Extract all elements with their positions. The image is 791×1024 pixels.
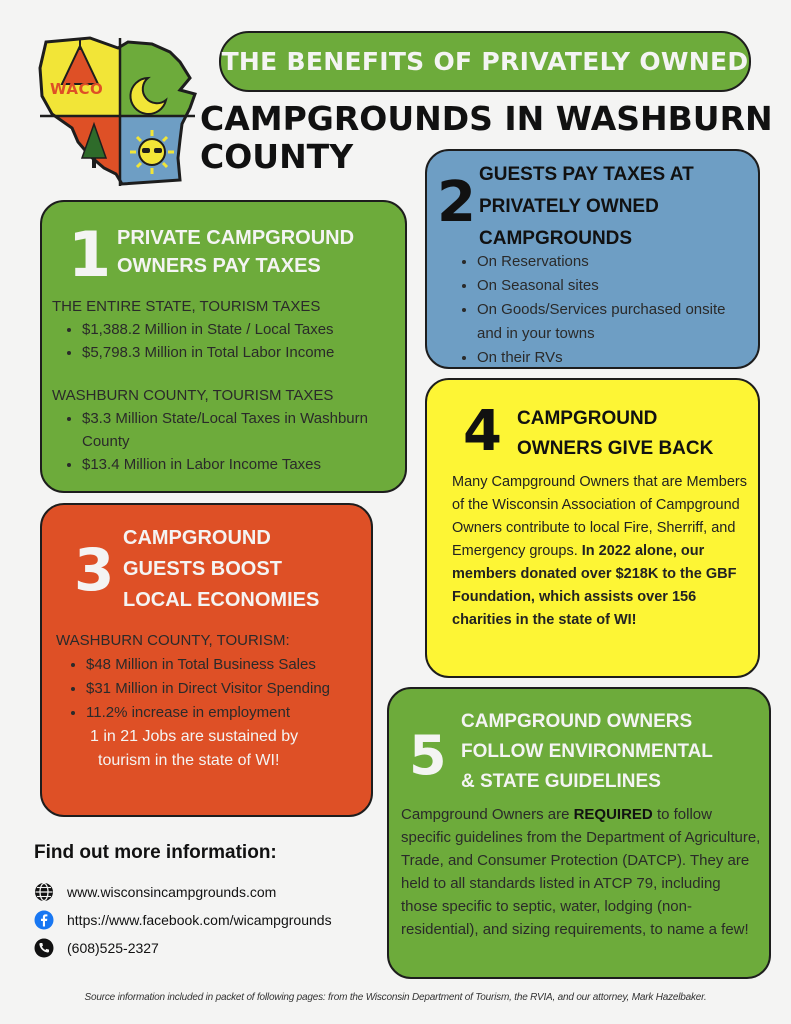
box-3-heading [123, 523, 319, 616]
box-3-note [56, 725, 366, 773]
list-item: • On Seasonal sites [477, 274, 747, 298]
box-1-section-county: WASHBURN COUNTY, TOURISM TAXES [52, 387, 334, 404]
contact-facebook-link[interactable]: https://www.facebook.com/wicampgrounds [67, 912, 332, 928]
list-item: • 11.2% increase in employment [86, 701, 366, 725]
contact-phone-row[interactable] [34, 934, 384, 962]
box-3-heading-line-2: GUESTS BOOST [123, 558, 282, 580]
box-1-body [52, 295, 392, 476]
box-5-heading [461, 707, 713, 797]
list-item: • $48 Million in Total Business Sales [86, 653, 366, 677]
box-5-required: REQUIRED [573, 806, 653, 823]
box-3-heading-line-1: CAMPGROUND [123, 527, 271, 549]
box-3-number: 3 [74, 536, 115, 604]
box-3-body [56, 629, 366, 773]
box-3-heading-line-3: LOCAL ECONOMIES [123, 589, 320, 611]
footer-source-note: Source information included in packet of following pages: from the Wisconsin Department of Tourism, the RVIA, and our attorney, Mark Hazelbaker. [84, 992, 707, 1003]
box-4-number: 4 [463, 399, 502, 464]
list-item: • On Reservations [477, 250, 747, 274]
box-3-section: WASHBURN COUNTY, TOURISM: [56, 632, 290, 649]
box-4-owners-give-back [425, 378, 760, 678]
list-item: • $5,798.3 Million in Total Labor Income [82, 341, 392, 364]
box-2-heading [479, 159, 694, 255]
box-5-heading-line-1: CAMPGROUND OWNERS [461, 711, 693, 732]
contact-heading: Find out more information: [34, 842, 277, 863]
contact-phone-number[interactable]: (608)525-2327 [67, 940, 159, 956]
box-5-heading-line-2: FOLLOW ENVIRONMENTAL [461, 741, 713, 762]
list-item: • $3.3 Million State/Local Taxes in Washburn County [82, 407, 392, 453]
box-4-heading-line-1: CAMPGROUND [517, 408, 658, 429]
contact-section [34, 842, 384, 962]
contact-website-row[interactable] [34, 878, 384, 906]
facebook-icon [34, 910, 54, 930]
list-item: • $13.4 Million in Labor Income Taxes [82, 453, 392, 476]
box-4-body [452, 471, 748, 632]
box-2-heading-line-1: GUESTS PAY TAXES AT [479, 164, 694, 185]
list-item: • $1,388.2 Million in State / Local Taxes [82, 318, 392, 341]
box-1-section-state: THE ENTIRE STATE, TOURISM TAXES [52, 298, 321, 315]
box-2-list [447, 250, 747, 370]
box-2-heading-line-3: CAMPGROUNDS [479, 228, 633, 249]
title-banner [219, 31, 751, 92]
box-4-heading-line-2: OWNERS GIVE BACK [517, 438, 714, 459]
box-5-body [401, 803, 761, 941]
box-1-heading-line-2: OWNERS PAY TAXES [117, 255, 321, 277]
box-4-body-bold: In 2022 alone, our members donated over $218K to the GBF Foundation, which assists over 156 charities in the state of WI! [452, 543, 737, 628]
box-4-heading [517, 404, 713, 464]
box-5-number: 5 [409, 724, 447, 787]
box-5-text-a: Campground Owners are [401, 806, 574, 823]
contact-facebook-row[interactable] [34, 906, 384, 934]
logo-text: WACO [50, 80, 104, 98]
box-1-county-list [52, 407, 392, 476]
list-item: • $31 Million in Direct Visitor Spending [86, 677, 366, 701]
box-1-heading-line-1: PRIVATE CAMPGROUND [117, 227, 355, 249]
waco-logo [30, 28, 202, 193]
box-2-guests-pay-taxes [425, 149, 760, 369]
box-3-guests-boost-economies [40, 503, 373, 817]
box-1-owners-pay-taxes [40, 200, 407, 493]
phone-icon [34, 938, 54, 958]
title-banner-text: THE BENEFITS OF PRIVATELY OWNED [221, 47, 749, 76]
globe-icon [34, 882, 54, 902]
list-item: • On their RVs [477, 346, 747, 370]
box-2-heading-line-2: PRIVATELY OWNED [479, 196, 659, 217]
box-5-environmental-guidelines [387, 687, 771, 979]
box-1-state-list [52, 318, 392, 364]
box-3-note-line-1: 1 in 21 Jobs are sustained by [90, 728, 299, 745]
box-2-number: 2 [437, 170, 476, 235]
title-line-1: CAMPGROUNDS IN WASHBURN [200, 99, 773, 138]
title-line-2: COUNTY [200, 137, 354, 176]
box-3-note-line-2: tourism in the state of WI! [98, 752, 280, 769]
box-3-list [56, 653, 366, 725]
box-1-number: 1 [68, 218, 112, 291]
box-5-heading-line-3: & STATE GUIDELINES [461, 771, 661, 792]
contact-website-link[interactable]: www.wisconsincampgrounds.com [67, 884, 277, 900]
list-item: • On Goods/Services purchased onsite and in your towns [477, 298, 747, 346]
box-5-text-b: to follow specific guidelines from the Department of Agriculture, Trade, and Consumer Protection (DATCP). They are held to all standards listed in ATCP 79, including those specific to septic, water, lodging (non-residential), and sizing requirements, to name a few! [401, 806, 761, 938]
box-4-body-text: Many Campground Owners that are Members of the Wisconsin Association of Campground Owners contribute to local Fire, Sherriff, and Emergency groups. [452, 474, 747, 559]
box-1-heading [117, 224, 354, 280]
